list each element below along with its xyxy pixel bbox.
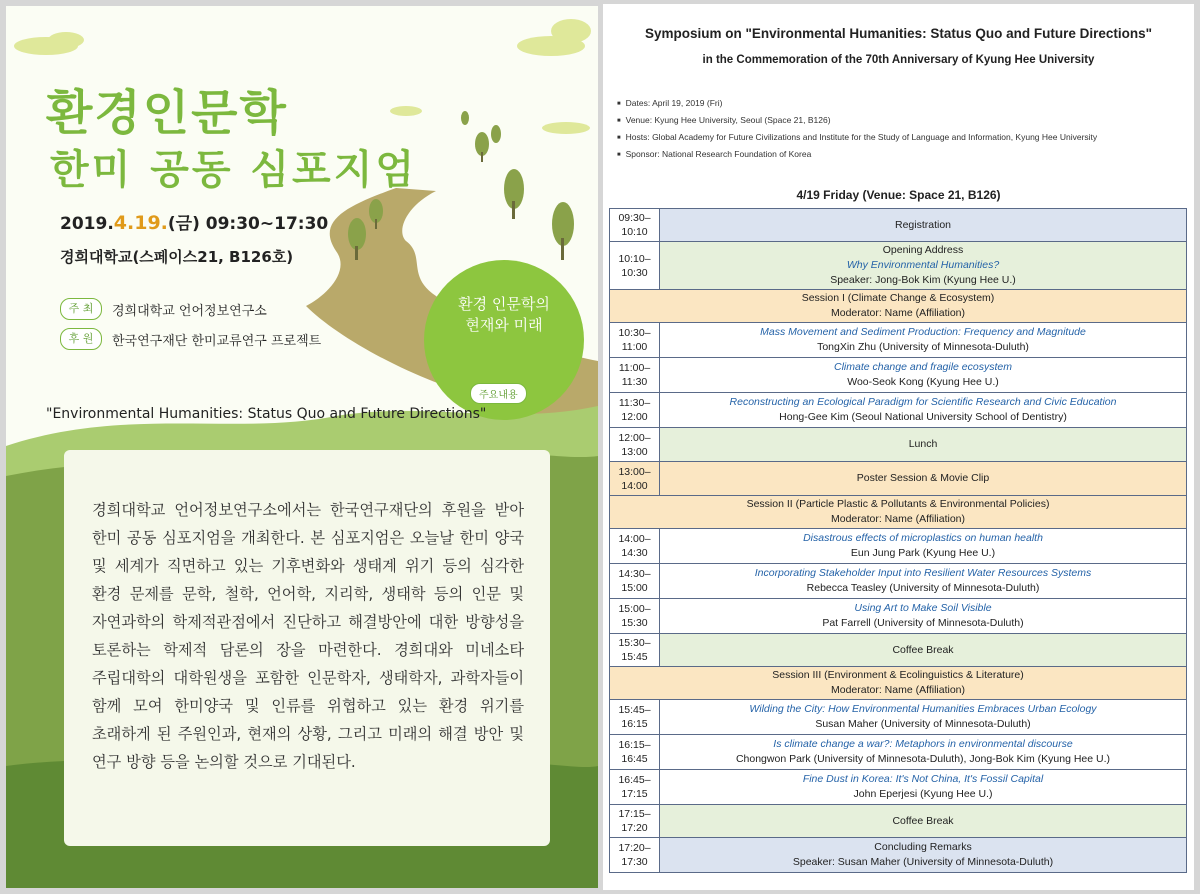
poster-venue: 경희대학교(스페이스21, B126호) xyxy=(60,248,294,266)
closing-row: 17:20– 17:30 Concluding Remarks Speaker: Susan Maher (University of Minnesota-Duluth) xyxy=(610,838,1187,873)
theme-circle: 환경 인문학의 현재와 미래 xyxy=(424,260,584,420)
talk-row: 16:15– 16:45 Is climate change a war?: Metaphors in environmental discourse Chongwon Park (University of Minnesota-Duluth), Jong-Bok Kim (Kyung Hee U.) xyxy=(610,735,1187,770)
break-row: 17:15– 17:20 Coffee Break xyxy=(610,805,1187,838)
info-sponsor: ■ Sponsor: National Research Foundation of Korea xyxy=(617,146,1097,163)
break-row: 15:30– 15:45 Coffee Break xyxy=(610,634,1187,667)
talk-row: 15:45– 16:15 Wilding the City: How Environmental Humanities Embraces Urban Ecology Susan Maher (University of Minnesota-Duluth) xyxy=(610,700,1187,735)
day-heading: 4/19 Friday (Venue: Space 21, B126) xyxy=(796,188,1001,202)
english-subtitle: "Environmental Humanities: Status Quo and Future Directions" xyxy=(46,406,487,422)
description-text: 경희대학교 언어정보연구소에서는 한국연구재단의 후원을 받아 한미 공동 심포지엄을 개최한다. 본 심포지엄은 오늘날 한미 양국 및 세계가 직면하고 있는 기후변화와 생태계 위기 등의 심각한 환경 문제를 문학, 철학, 언어학, 지리학, 생태학 등의 인문 및 자연과학의 학제적관점에서 진단하고 해결방안에 대한 방향성을 토론하는 학제적 담론의 장을 마련한다. 경희대와 미네소타 주립대학의 대학원생을 포함한 인문학자, 생태학자, 과학자들이 함께 모여 한미양국 및 인류를 위협하고 있는 환경 위기를 초래하게 된 주원인과, 현재의 상황, 그리고 미래의 해결 방안 및 연구 방향 등을 논의할 것으로 기대된다. xyxy=(92,501,524,771)
talk-row: 10:30– 11:00 Mass Movement and Sediment Production: Frequency and Magnitude TongXin Zhu (University of Minnesota-Duluth) xyxy=(610,323,1187,358)
talk-row: 15:00– 15:30 Using Art to Make Soil Visible Pat Farrell (University of Minnesota-Duluth) xyxy=(610,599,1187,634)
sponsor-name: 한국연구재단 한미교류연구 프로젝트 xyxy=(112,333,322,349)
poster-subtitle: 한미 공동 심포지엄 xyxy=(50,147,417,193)
sponsor-row xyxy=(60,328,321,350)
program-panel xyxy=(603,4,1194,890)
program-title: Symposium on "Environmental Humanities: Status Quo and Future Directions" xyxy=(644,26,1153,41)
info-hosts: ■ Hosts: Global Academy for Future Civilizations and Institute for the Study of Language and Information, Kyung Hee University xyxy=(617,129,1097,146)
poster-date: 2019.4.19.(금) 09:30~17:30 xyxy=(60,212,329,234)
info-dates: ■ Dates: April 19, 2019 (Fri) xyxy=(617,95,1097,112)
poster-panel xyxy=(6,6,598,888)
poster-title: 환경인문학 xyxy=(46,85,288,141)
talk-row: 11:30– 12:00 Reconstructing an Ecological Paradigm for Scientific Research and Civic Education Hong-Gee Kim (Seoul National University School of Dentistry) xyxy=(610,393,1187,428)
talk-row: 14:30– 15:00 Incorporating Stakeholder Input into Resilient Water Resources Systems Rebecca Teasley (University of Minnesota-Duluth) xyxy=(610,564,1187,599)
sponsor-badge: 후 원 xyxy=(60,328,102,350)
schedule-table xyxy=(609,208,1187,873)
schedule-row: 09:30– 10:10 Registration xyxy=(610,209,1187,242)
break-row: 12:00– 13:00 Lunch xyxy=(610,428,1187,462)
session-header-row: Session III (Environment & Ecolinguistics & Literature) Moderator: Name (Affiliation) xyxy=(610,667,1187,700)
session-header-row: Session II (Particle Plastic & Pollutants & Environmental Policies) Moderator: Name (Affiliation) xyxy=(610,496,1187,529)
event-info-list xyxy=(617,95,1097,163)
main-content-tag: 주요내용 xyxy=(470,383,527,404)
host-badge: 주 최 xyxy=(60,298,102,320)
session-header-row: Session I (Climate Change & Ecosystem) Moderator: Name (Affiliation) xyxy=(610,290,1187,323)
schedule-row: 10:10– 10:30 Opening Address Why Environmental Humanities? Speaker: Jong-Bok Kim (Kyung Hee U.) xyxy=(610,242,1187,290)
cloud-illustration xyxy=(542,122,590,134)
description-card xyxy=(64,450,550,846)
host-row xyxy=(60,298,267,320)
program-subtitle: in the Commemoration of the 70th Anniversary of Kyung Hee University xyxy=(702,54,1095,66)
host-name: 경희대학교 언어정보연구소 xyxy=(112,303,267,319)
talk-row: 16:45– 17:15 Fine Dust in Korea: It's Not China, It's Fossil Capital John Eperjesi (Kyung Hee U.) xyxy=(610,770,1187,805)
info-venue: ■ Venue: Kyung Hee University, Seoul (Space 21, B126) xyxy=(617,112,1097,129)
talk-row: 14:00– 14:30 Disastrous effects of microplastics on human health Eun Jung Park (Kyung Hee U.) xyxy=(610,529,1187,564)
talk-row: 11:00– 11:30 Climate change and fragile ecosystem Woo-Seok Kong (Kyung Hee U.) xyxy=(610,358,1187,393)
poster-session-row: 13:00– 14:00 Poster Session & Movie Clip xyxy=(610,462,1187,496)
